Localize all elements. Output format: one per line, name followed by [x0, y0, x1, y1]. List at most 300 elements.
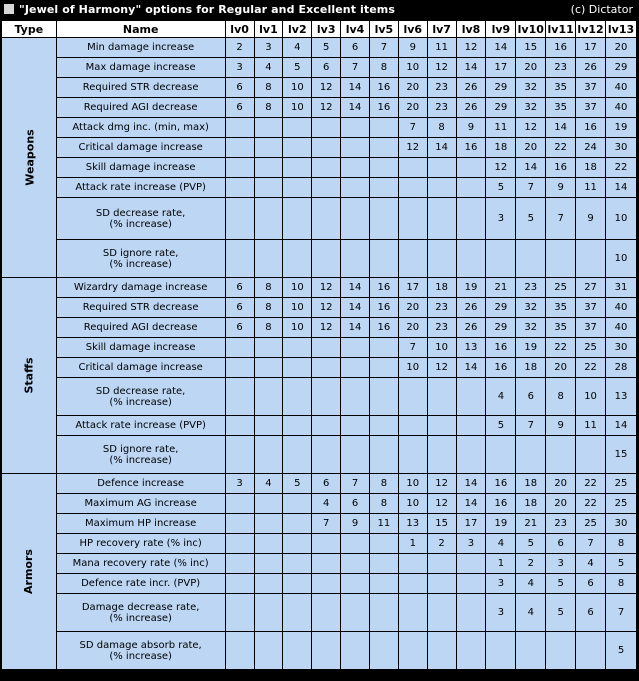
value-cell: 7 — [312, 514, 341, 534]
value-cell — [225, 494, 254, 514]
value-cell: 14 — [606, 416, 637, 436]
value-cell — [312, 436, 341, 474]
value-cell — [254, 514, 283, 534]
value-cell: 12 — [312, 318, 341, 338]
value-cell — [398, 574, 427, 594]
value-cell — [398, 378, 427, 416]
value-cell: 10 — [283, 78, 312, 98]
value-cell: 31 — [606, 278, 637, 298]
option-name-line: Critical damage increase — [78, 362, 203, 373]
value-cell: 4 — [516, 574, 546, 594]
value-cell — [254, 118, 283, 138]
value-cell — [283, 514, 312, 534]
value-cell — [312, 178, 341, 198]
value-cell: 5 — [486, 178, 516, 198]
value-cell — [254, 534, 283, 554]
value-cell: 22 — [576, 358, 606, 378]
value-cell — [312, 338, 341, 358]
option-name-line: (% increase) — [109, 258, 172, 270]
value-cell: 30 — [606, 514, 637, 534]
value-cell: 10 — [283, 318, 312, 338]
value-cell: 20 — [398, 298, 427, 318]
value-cell — [254, 158, 283, 178]
option-name — [56, 436, 225, 474]
value-cell — [312, 138, 341, 158]
value-cell: 37 — [576, 298, 606, 318]
option-name-line: Min damage increase — [87, 42, 195, 53]
value-cell: 3 — [486, 594, 516, 632]
value-cell: 4 — [254, 58, 283, 78]
option-name-line: (% increase) — [109, 396, 172, 408]
value-cell: 23 — [427, 298, 456, 318]
value-cell — [341, 240, 370, 278]
value-cell: 12 — [427, 494, 456, 514]
option-name — [56, 118, 225, 138]
value-cell: 8 — [427, 118, 456, 138]
value-cell: 19 — [516, 338, 546, 358]
value-cell — [369, 198, 398, 240]
table-row — [2, 38, 637, 58]
value-cell: 12 — [427, 58, 456, 78]
header-type: Type — [2, 21, 57, 38]
value-cell: 20 — [398, 98, 427, 118]
value-cell: 17 — [576, 38, 606, 58]
window-title: "Jewel of Harmony" options for Regular and Excellent items — [19, 3, 395, 16]
value-cell — [254, 574, 283, 594]
value-cell — [398, 436, 427, 474]
value-cell: 32 — [516, 98, 546, 118]
value-cell — [486, 632, 516, 670]
value-cell: 16 — [456, 138, 486, 158]
option-name-line: Mana recovery rate (% inc) — [72, 558, 209, 569]
value-cell: 16 — [486, 494, 516, 514]
value-cell: 12 — [398, 138, 427, 158]
value-cell: 3 — [225, 474, 254, 494]
value-cell — [225, 514, 254, 534]
table-row — [2, 436, 637, 474]
value-cell: 6 — [312, 58, 341, 78]
value-cell — [283, 494, 312, 514]
value-cell: 32 — [516, 298, 546, 318]
value-cell: 24 — [576, 138, 606, 158]
header-level: lv2 — [283, 21, 312, 38]
option-name-line: Attack dmg inc. (min, max) — [72, 122, 209, 133]
value-cell: 23 — [427, 318, 456, 338]
value-cell — [225, 118, 254, 138]
value-cell: 18 — [576, 158, 606, 178]
value-cell: 9 — [546, 416, 576, 436]
value-cell: 10 — [283, 98, 312, 118]
table-row — [2, 494, 637, 514]
value-cell: 7 — [516, 178, 546, 198]
value-cell — [456, 198, 486, 240]
header-level: lv9 — [486, 21, 516, 38]
option-name-line: (% increase) — [109, 454, 172, 466]
table-row — [2, 198, 637, 240]
value-cell: 15 — [427, 514, 456, 534]
value-cell — [254, 494, 283, 514]
value-cell: 7 — [576, 534, 606, 554]
value-cell: 10 — [427, 338, 456, 358]
value-cell — [398, 594, 427, 632]
value-cell: 32 — [516, 318, 546, 338]
value-cell: 8 — [254, 278, 283, 298]
value-cell — [546, 240, 576, 278]
value-cell: 7 — [369, 38, 398, 58]
option-name-line: Attack rate increase (PVP) — [75, 420, 206, 431]
value-cell: 18 — [516, 358, 546, 378]
value-cell: 6 — [225, 278, 254, 298]
value-cell: 30 — [606, 138, 637, 158]
option-name — [56, 474, 225, 494]
value-cell — [369, 436, 398, 474]
value-cell: 6 — [225, 318, 254, 338]
value-cell — [369, 158, 398, 178]
value-cell: 16 — [486, 474, 516, 494]
value-cell — [283, 198, 312, 240]
option-name-line: SD damage absorb rate, — [79, 639, 202, 651]
value-cell — [369, 594, 398, 632]
option-name — [56, 416, 225, 436]
value-cell — [369, 534, 398, 554]
value-cell — [398, 632, 427, 670]
value-cell: 18 — [516, 494, 546, 514]
value-cell: 3 — [254, 38, 283, 58]
value-cell — [369, 240, 398, 278]
option-name-line: Required AGI decrease — [83, 102, 198, 113]
value-cell: 1 — [486, 554, 516, 574]
value-cell: 15 — [606, 436, 637, 474]
value-cell: 8 — [254, 298, 283, 318]
value-cell: 26 — [456, 98, 486, 118]
value-cell — [283, 338, 312, 358]
value-cell — [225, 378, 254, 416]
value-cell: 10 — [398, 58, 427, 78]
value-cell — [546, 436, 576, 474]
value-cell: 7 — [341, 474, 370, 494]
value-cell: 14 — [456, 358, 486, 378]
header-level: lv7 — [427, 21, 456, 38]
option-name — [56, 494, 225, 514]
header-level: lv0 — [225, 21, 254, 38]
value-cell: 35 — [546, 98, 576, 118]
value-cell — [398, 416, 427, 436]
value-cell: 35 — [546, 318, 576, 338]
value-cell — [456, 158, 486, 178]
value-cell — [312, 416, 341, 436]
value-cell: 22 — [576, 494, 606, 514]
value-cell — [341, 574, 370, 594]
value-cell — [369, 178, 398, 198]
value-cell: 37 — [576, 98, 606, 118]
value-cell — [456, 416, 486, 436]
value-cell: 23 — [427, 78, 456, 98]
value-cell: 28 — [606, 358, 637, 378]
option-name-line: HP recovery rate (% inc) — [79, 538, 202, 549]
value-cell — [225, 240, 254, 278]
value-cell — [341, 436, 370, 474]
value-cell: 2 — [516, 554, 546, 574]
value-cell: 10 — [576, 378, 606, 416]
option-name — [56, 138, 225, 158]
option-name-line: Damage decrease rate, — [81, 601, 200, 613]
option-name — [56, 38, 225, 58]
value-cell: 12 — [456, 38, 486, 58]
value-cell — [312, 158, 341, 178]
value-cell — [225, 178, 254, 198]
value-cell: 14 — [341, 98, 370, 118]
value-cell: 27 — [576, 278, 606, 298]
value-cell: 14 — [341, 278, 370, 298]
value-cell: 21 — [516, 514, 546, 534]
table-row — [2, 338, 637, 358]
value-cell: 14 — [341, 318, 370, 338]
value-cell — [427, 178, 456, 198]
value-cell — [456, 632, 486, 670]
value-cell — [254, 338, 283, 358]
value-cell: 25 — [606, 474, 637, 494]
value-cell — [398, 554, 427, 574]
option-name — [56, 594, 225, 632]
value-cell: 20 — [516, 58, 546, 78]
value-cell — [225, 358, 254, 378]
table-row — [2, 416, 637, 436]
value-cell — [341, 118, 370, 138]
option-name — [56, 158, 225, 178]
value-cell — [427, 632, 456, 670]
value-cell — [254, 416, 283, 436]
value-cell — [254, 178, 283, 198]
value-cell — [398, 198, 427, 240]
value-cell — [369, 338, 398, 358]
table-row — [2, 318, 637, 338]
value-cell — [312, 358, 341, 378]
value-cell: 25 — [576, 338, 606, 358]
value-cell: 37 — [576, 318, 606, 338]
option-name — [56, 298, 225, 318]
value-cell: 13 — [398, 514, 427, 534]
value-cell: 17 — [398, 278, 427, 298]
value-cell: 9 — [398, 38, 427, 58]
value-cell: 3 — [546, 554, 576, 574]
value-cell — [254, 198, 283, 240]
header-level: lv13 — [606, 21, 637, 38]
value-cell — [456, 378, 486, 416]
value-cell: 40 — [606, 298, 637, 318]
table-row — [2, 358, 637, 378]
window-menu-icon[interactable] — [4, 4, 14, 14]
value-cell — [254, 358, 283, 378]
value-cell — [312, 118, 341, 138]
value-cell: 19 — [456, 278, 486, 298]
value-cell — [254, 632, 283, 670]
value-cell: 12 — [427, 474, 456, 494]
value-cell: 11 — [576, 178, 606, 198]
value-cell: 9 — [456, 118, 486, 138]
value-cell: 8 — [606, 574, 637, 594]
value-cell — [516, 240, 546, 278]
value-cell: 23 — [546, 58, 576, 78]
title-bar — [0, 0, 639, 19]
value-cell: 14 — [341, 298, 370, 318]
value-cell: 10 — [606, 198, 637, 240]
value-cell: 16 — [369, 298, 398, 318]
value-cell: 18 — [516, 474, 546, 494]
value-cell: 13 — [456, 338, 486, 358]
value-cell: 15 — [516, 38, 546, 58]
value-cell: 5 — [546, 574, 576, 594]
value-cell: 21 — [486, 278, 516, 298]
option-name-line: SD ignore rate, — [102, 443, 179, 455]
option-name-line: Skill damage increase — [85, 342, 196, 353]
header-row — [2, 21, 637, 38]
value-cell: 5 — [606, 632, 637, 670]
value-cell: 6 — [576, 594, 606, 632]
value-cell: 6 — [341, 494, 370, 514]
value-cell: 4 — [254, 474, 283, 494]
value-cell — [312, 198, 341, 240]
value-cell — [456, 574, 486, 594]
value-cell: 4 — [486, 378, 516, 416]
value-cell — [225, 416, 254, 436]
option-name — [56, 240, 225, 278]
value-cell — [576, 240, 606, 278]
value-cell: 16 — [546, 38, 576, 58]
option-name-line: Max damage increase — [85, 62, 196, 73]
value-cell: 5 — [283, 58, 312, 78]
value-cell — [427, 574, 456, 594]
option-name-line: Skill damage increase — [85, 162, 196, 173]
value-cell — [225, 198, 254, 240]
value-cell — [225, 594, 254, 632]
value-cell: 5 — [516, 198, 546, 240]
value-cell — [283, 574, 312, 594]
value-cell: 12 — [486, 158, 516, 178]
value-cell — [283, 416, 312, 436]
option-name — [56, 514, 225, 534]
value-cell: 14 — [456, 474, 486, 494]
value-cell — [254, 554, 283, 574]
value-cell: 14 — [606, 178, 637, 198]
value-cell — [486, 436, 516, 474]
value-cell: 16 — [369, 98, 398, 118]
value-cell: 12 — [312, 298, 341, 318]
value-cell: 8 — [369, 58, 398, 78]
option-name-line: Critical damage increase — [78, 142, 203, 153]
option-name — [56, 534, 225, 554]
value-cell: 6 — [341, 38, 370, 58]
option-name-line: SD decrease rate, — [95, 385, 186, 397]
value-cell: 6 — [576, 574, 606, 594]
value-cell: 16 — [369, 278, 398, 298]
value-cell — [225, 632, 254, 670]
value-cell — [456, 554, 486, 574]
option-name — [56, 358, 225, 378]
value-cell — [456, 594, 486, 632]
value-cell: 6 — [225, 298, 254, 318]
table-row — [2, 178, 637, 198]
value-cell: 6 — [516, 378, 546, 416]
value-cell — [283, 118, 312, 138]
header-level: lv8 — [456, 21, 486, 38]
option-name-line: SD ignore rate, — [102, 247, 179, 259]
value-cell: 20 — [546, 494, 576, 514]
option-name — [56, 278, 225, 298]
value-cell — [341, 594, 370, 632]
value-cell: 10 — [398, 494, 427, 514]
value-cell: 10 — [283, 298, 312, 318]
option-name-line: Wizardry damage increase — [73, 282, 208, 293]
value-cell: 14 — [456, 494, 486, 514]
value-cell — [283, 240, 312, 278]
value-cell: 12 — [427, 358, 456, 378]
value-cell — [312, 240, 341, 278]
value-cell: 6 — [546, 534, 576, 554]
value-cell: 25 — [576, 514, 606, 534]
option-name-line: Required STR decrease — [82, 302, 199, 313]
value-cell — [427, 158, 456, 178]
value-cell: 20 — [546, 358, 576, 378]
option-name-line: (% increase) — [109, 612, 172, 624]
header-level: lv1 — [254, 21, 283, 38]
value-cell: 8 — [546, 378, 576, 416]
header-name: Name — [56, 21, 225, 38]
value-cell: 8 — [254, 98, 283, 118]
value-cell: 17 — [456, 514, 486, 534]
option-name — [56, 58, 225, 78]
value-cell — [369, 358, 398, 378]
table-row — [2, 474, 637, 494]
option-name — [56, 198, 225, 240]
option-name-line: Maximum HP increase — [84, 518, 197, 529]
table-row — [2, 118, 637, 138]
value-cell: 35 — [546, 78, 576, 98]
value-cell: 16 — [546, 158, 576, 178]
value-cell — [283, 138, 312, 158]
value-cell — [369, 632, 398, 670]
value-cell: 14 — [516, 158, 546, 178]
type-cell — [2, 474, 57, 670]
option-name-line: SD decrease rate, — [95, 207, 186, 219]
credit-text: (c) Dictator — [570, 3, 633, 16]
value-cell — [254, 240, 283, 278]
value-cell: 14 — [546, 118, 576, 138]
value-cell — [283, 178, 312, 198]
value-cell — [341, 554, 370, 574]
value-cell — [427, 378, 456, 416]
value-cell: 8 — [606, 534, 637, 554]
value-cell — [225, 534, 254, 554]
option-name-line: Defence increase — [97, 478, 185, 489]
table-row — [2, 514, 637, 534]
value-cell: 30 — [606, 338, 637, 358]
value-cell: 16 — [576, 118, 606, 138]
value-cell: 40 — [606, 98, 637, 118]
value-cell — [427, 594, 456, 632]
option-name — [56, 318, 225, 338]
value-cell: 40 — [606, 78, 637, 98]
value-cell — [369, 554, 398, 574]
value-cell — [283, 436, 312, 474]
value-cell: 14 — [341, 78, 370, 98]
option-name — [56, 378, 225, 416]
value-cell — [427, 240, 456, 278]
value-cell — [225, 138, 254, 158]
value-cell: 10 — [398, 358, 427, 378]
value-cell: 11 — [486, 118, 516, 138]
value-cell: 4 — [486, 534, 516, 554]
option-name — [56, 338, 225, 358]
